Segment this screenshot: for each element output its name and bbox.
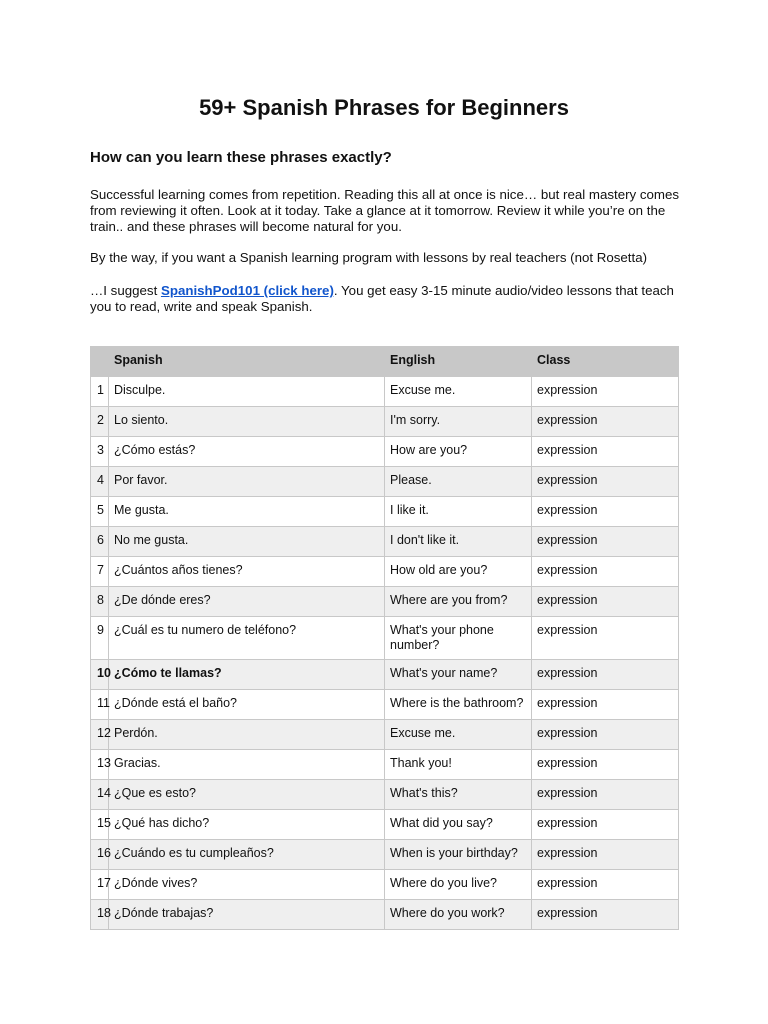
row-number: 18 — [91, 900, 109, 930]
row-number: 2 — [91, 407, 109, 437]
table-row — [91, 467, 679, 497]
spanish-phrase: ¿Qué has dicho? — [109, 810, 385, 840]
phrases-table — [90, 346, 679, 930]
english-translation: What's your phone number? — [385, 617, 532, 660]
spanish-phrase: ¿De dónde eres? — [109, 587, 385, 617]
spanishpod101-link[interactable]: SpanishPod101 (click here) — [160, 283, 334, 298]
table-row — [91, 527, 679, 557]
page-title: 59+ Spanish Phrases for Beginners — [199, 95, 569, 120]
phrase-class: expression — [532, 780, 679, 810]
english-translation: How are you? — [385, 437, 532, 467]
english-translation: What's your name? — [385, 660, 532, 690]
row-number: 11 — [91, 690, 109, 720]
phrase-class: expression — [532, 720, 679, 750]
english-translation: When is your birthday? — [385, 840, 532, 870]
row-number: 14 — [91, 780, 109, 810]
intro-paragraph: Successful learning comes from repetition. Reading this all at once is nice… but real mastery comes from reviewing it often. Look at it today. Take a glance at it tomorrow. Review it while you’re on the train.. and these phrases will become natural for you. — [90, 187, 680, 234]
table-row — [91, 617, 679, 660]
phrase-class: expression — [532, 900, 679, 930]
english-translation: Where is the bathroom? — [385, 690, 532, 720]
english-translation: Thank you! — [385, 750, 532, 780]
spanish-phrase: No me gusta. — [109, 527, 385, 557]
table-row — [91, 810, 679, 840]
english-translation: I don't like it. — [385, 527, 532, 557]
header-number — [91, 347, 109, 377]
spanish-phrase: ¿Cuántos años tienes? — [109, 557, 385, 587]
header-spanish: Spanish — [109, 347, 385, 377]
phrase-class: expression — [532, 527, 679, 557]
table-row — [91, 660, 679, 690]
table-row — [91, 780, 679, 810]
table-row — [91, 870, 679, 900]
english-translation: Where do you work? — [385, 900, 532, 930]
english-translation: Where are you from? — [385, 587, 532, 617]
table-row — [91, 377, 679, 407]
phrase-class: expression — [532, 690, 679, 720]
english-translation: Please. — [385, 467, 532, 497]
english-translation: Excuse me. — [385, 720, 532, 750]
suggestion-text-after: . You get easy 3-15 minute audio/video lessons that teach you to read, write and speak Spanish. — [90, 283, 674, 314]
spanish-phrase: Me gusta. — [109, 497, 385, 527]
phrase-class: expression — [532, 557, 679, 587]
spanish-phrase: ¿Que es esto? — [109, 780, 385, 810]
section-heading: How can you learn these phrases exactly? — [90, 149, 392, 166]
phrase-class: expression — [532, 377, 679, 407]
table-row — [91, 690, 679, 720]
english-translation: I'm sorry. — [385, 407, 532, 437]
spanish-phrase: ¿Cómo estás? — [109, 437, 385, 467]
row-number: 8 — [91, 587, 109, 617]
spanish-phrase: ¿Cuál es tu numero de teléfono? — [109, 617, 385, 660]
row-number: 3 — [91, 437, 109, 467]
table-row — [91, 840, 679, 870]
english-translation: I like it. — [385, 497, 532, 527]
header-english: English — [385, 347, 532, 377]
spanish-phrase: Gracias. — [109, 750, 385, 780]
spanish-phrase: Lo siento. — [109, 407, 385, 437]
spanish-phrase: Por favor. — [109, 467, 385, 497]
row-number: 1 — [91, 377, 109, 407]
spanish-phrase: ¿Dónde vives? — [109, 870, 385, 900]
spanish-phrase: ¿Dónde está el baño? — [109, 690, 385, 720]
table-row — [91, 407, 679, 437]
table-row — [91, 720, 679, 750]
english-translation: How old are you? — [385, 557, 532, 587]
english-translation: What's this? — [385, 780, 532, 810]
english-translation: Excuse me. — [385, 377, 532, 407]
row-number: 16 — [91, 840, 109, 870]
program-paragraph: By the way, if you want a Spanish learning program with lessons by real teachers (not Rosetta) — [90, 250, 648, 265]
row-number: 17 — [91, 870, 109, 900]
spanish-phrase: Perdón. — [109, 720, 385, 750]
row-number: 15 — [91, 810, 109, 840]
table-row — [91, 437, 679, 467]
phrase-class: expression — [532, 840, 679, 870]
english-translation: What did you say? — [385, 810, 532, 840]
table-row — [91, 750, 679, 780]
table-body — [91, 377, 679, 930]
row-number: 9 — [91, 617, 109, 660]
phrase-class: expression — [532, 497, 679, 527]
phrase-class: expression — [532, 587, 679, 617]
phrase-class: expression — [532, 660, 679, 690]
row-number: 7 — [91, 557, 109, 587]
row-number: 6 — [91, 527, 109, 557]
phrase-class: expression — [532, 467, 679, 497]
table-header-row — [91, 347, 679, 377]
phrase-class: expression — [532, 810, 679, 840]
suggestion-paragraph — [90, 283, 690, 315]
suggestion-text-before: …I suggest — [90, 283, 161, 298]
spanish-phrase: Disculpe. — [109, 377, 385, 407]
spanish-phrase: ¿Dónde trabajas? — [109, 900, 385, 930]
spanish-phrase: ¿Cómo te llamas? — [109, 660, 385, 690]
table-row — [91, 900, 679, 930]
header-class: Class — [532, 347, 679, 377]
table-row — [91, 497, 679, 527]
table-row — [91, 587, 679, 617]
phrase-class: expression — [532, 617, 679, 660]
row-number: 4 — [91, 467, 109, 497]
row-number: 10 — [91, 660, 109, 690]
row-number: 13 — [91, 750, 109, 780]
phrase-class: expression — [532, 407, 679, 437]
phrase-class: expression — [532, 750, 679, 780]
english-translation: Where do you live? — [385, 870, 532, 900]
row-number: 12 — [91, 720, 109, 750]
phrase-class: expression — [532, 437, 679, 467]
row-number: 5 — [91, 497, 109, 527]
phrase-class: expression — [532, 870, 679, 900]
spanish-phrase: ¿Cuándo es tu cumpleaños? — [109, 840, 385, 870]
table-row — [91, 557, 679, 587]
